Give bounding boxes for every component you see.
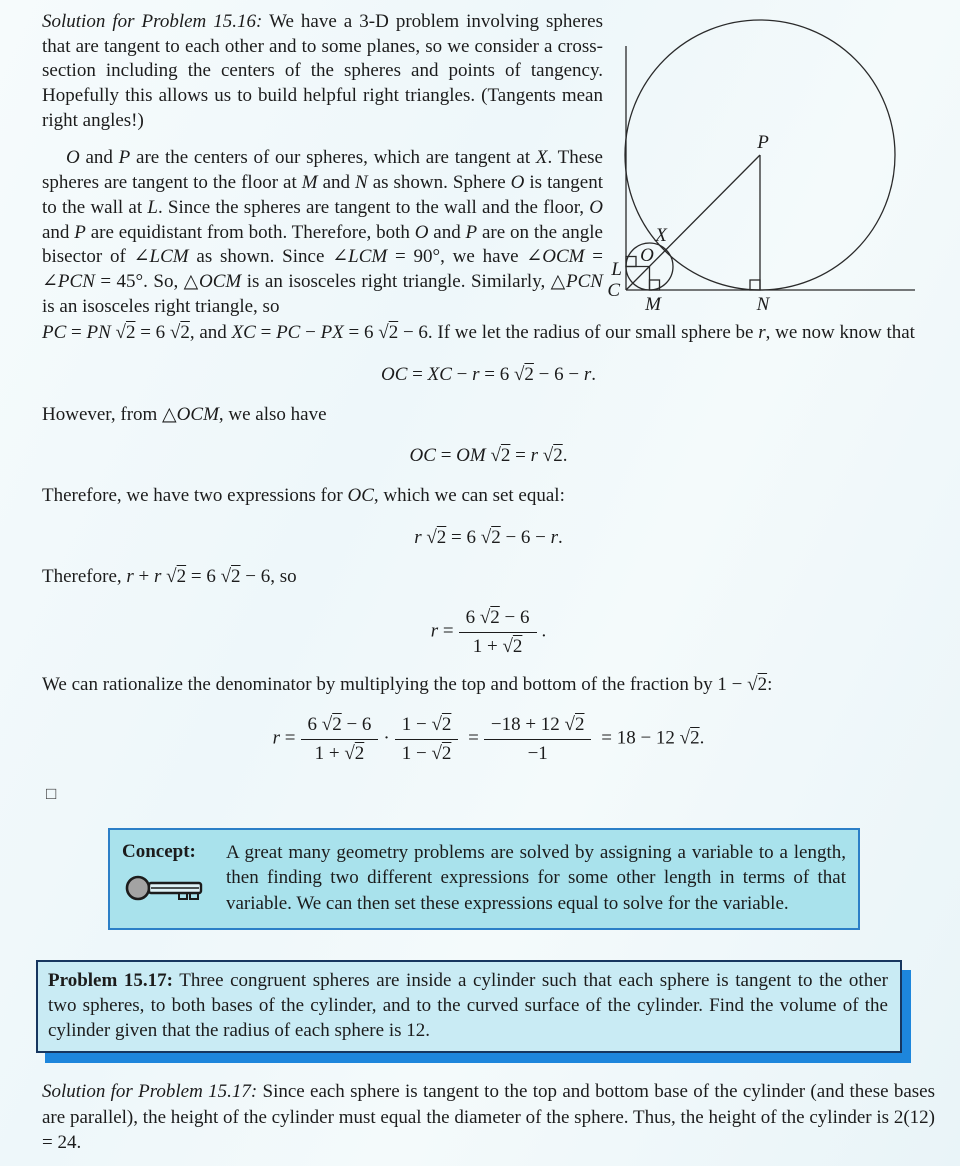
solution-15-17-text: Since each sphere is tangent to the top and bottom base of the cylinder (and these bases are parallel), the height of the cylinder must equal the diameter of the sphere. Thus, the height of the cylinder is 2(12) = 24. bbox=[42, 1081, 935, 1154]
concept-box bbox=[108, 828, 860, 930]
concept-label-column bbox=[122, 840, 226, 916]
fraction-c-denominator: −1 bbox=[527, 743, 548, 765]
equation-rationalized bbox=[42, 714, 935, 765]
fraction-1-numerator: 6 √2 − 6 bbox=[459, 607, 537, 633]
equals-sign-a: = bbox=[468, 728, 479, 750]
solution-15-16-paragraph-1 bbox=[42, 10, 603, 133]
solution-15-16-paragraph-2-continued: PC = PN √2 = 6 √2, and XC = PC − PX = 6 √2 − 6. If we let the radius of our small sphere be r, we now know that bbox=[42, 322, 915, 344]
key-icon bbox=[124, 871, 208, 907]
tangent-spheres-diagram bbox=[603, 8, 935, 316]
fraction-b-denominator: 1 − √2 bbox=[401, 743, 452, 765]
equation-set-equal bbox=[42, 526, 935, 551]
equation-oc-om bbox=[42, 444, 935, 469]
equals-sign-b: = bbox=[601, 728, 612, 750]
end-of-proof-mark: □ bbox=[46, 784, 57, 804]
equation-set-equal-text: r √2 = 6 √2 − 6 − r. bbox=[414, 526, 563, 548]
geometry-figure bbox=[603, 8, 935, 316]
solution-15-17-paragraph bbox=[42, 1079, 935, 1156]
intro-text-column bbox=[42, 8, 603, 319]
fraction-1 bbox=[459, 607, 537, 658]
label-C: C bbox=[607, 280, 620, 301]
equation-rationalized-lhs: r = bbox=[272, 728, 296, 750]
intro-section bbox=[42, 8, 935, 319]
equation-r-fraction-period: . bbox=[541, 620, 547, 642]
solution-15-16-paragraph-2: O and P are the centers of our spheres, which are tangent at X. These spheres are tangent to the floor at M and N as shown. Sphere O is tangent to the wall at L. Since the spheres are tangent to the wall and the floor, O and P are equidistant from both. Therefore, both O and P are on the angle bisector of ∠LCM as shown. Since ∠LCM = 90°, we have ∠OCM = ∠PCN = 45°. So, △OCM is an isosceles right triangle. Similarly, △PCN is an isosceles right triangle, so bbox=[42, 147, 604, 317]
equation-oc-xc bbox=[42, 363, 935, 388]
bisector-line bbox=[626, 155, 760, 290]
equation-r-fraction bbox=[42, 607, 935, 658]
label-L: L bbox=[611, 259, 622, 280]
label-X: X bbox=[655, 225, 667, 246]
fraction-b bbox=[395, 714, 459, 765]
equation-rationalized-result: 18 − 12 √2. bbox=[616, 728, 705, 750]
solution-15-17-lead: Solution for Problem 15.17: bbox=[42, 1081, 258, 1103]
equation-oc-xc-text: OC = XC − r = 6 √2 − 6 − r. bbox=[380, 363, 597, 385]
problem-15-17-box bbox=[36, 960, 902, 1053]
concept-text: A great many geometry problems are solved by assigning a variable to a length, then finding two different expressions for some other length in terms of that variable. We can then set these expressions equal to solve for the variable. bbox=[226, 842, 846, 914]
label-N: N bbox=[756, 294, 770, 315]
paragraph-rationalize: We can rationalize the denominator by multiplying the top and bottom of the fraction by 1 − √2: bbox=[42, 673, 773, 695]
paragraph-two-expressions: Therefore, we have two expressions for OC, which we can set equal: bbox=[42, 485, 565, 506]
right-angle-mark-N bbox=[750, 280, 760, 290]
problem-15-17-label: Problem 15.17: bbox=[48, 969, 173, 991]
fraction-1-denominator: 1 + √2 bbox=[472, 635, 523, 657]
solution-15-16-lead: Solution for Problem 15.16: bbox=[42, 11, 263, 32]
problem-15-17-text: Three congruent spheres are inside a cylinder such that each sphere is tangent to the other two spheres, to both bases of the cylinder, and to the curved surface of the cylinder. Find the volume of the cylinder given that the radius of each sphere is 12. bbox=[48, 969, 888, 1042]
fraction-c-numerator: −18 + 12 √2 bbox=[484, 714, 592, 740]
label-M: M bbox=[645, 294, 661, 315]
fraction-b-numerator: 1 − √2 bbox=[395, 714, 459, 740]
paragraph-however: However, from △OCM, we also have bbox=[42, 403, 327, 425]
fraction-c bbox=[484, 714, 592, 765]
equation-r-fraction-lhs: r = bbox=[430, 620, 454, 642]
concept-label: Concept: bbox=[122, 841, 196, 863]
paragraph-therefore: Therefore, r + r √2 = 6 √2 − 6, so bbox=[42, 566, 297, 588]
fraction-a-numerator: 6 √2 − 6 bbox=[301, 714, 379, 740]
multiplication-dot: · bbox=[383, 728, 390, 750]
fraction-a-denominator: 1 + √2 bbox=[314, 743, 365, 765]
equation-oc-om-text: OC = OM √2 = r √2. bbox=[409, 445, 568, 467]
fraction-a bbox=[301, 714, 379, 765]
solution-15-16-paragraph-1-text: We have a 3-D problem involving spheres that are tangent to each other and to some planes, so we consider a cross-section including the centers of the spheres and points of tangency. Hopefully this allows us to build helpful right triangles. (Tangents mean right angles!) bbox=[42, 11, 603, 131]
label-O: O bbox=[640, 245, 654, 266]
label-P: P bbox=[757, 132, 769, 153]
